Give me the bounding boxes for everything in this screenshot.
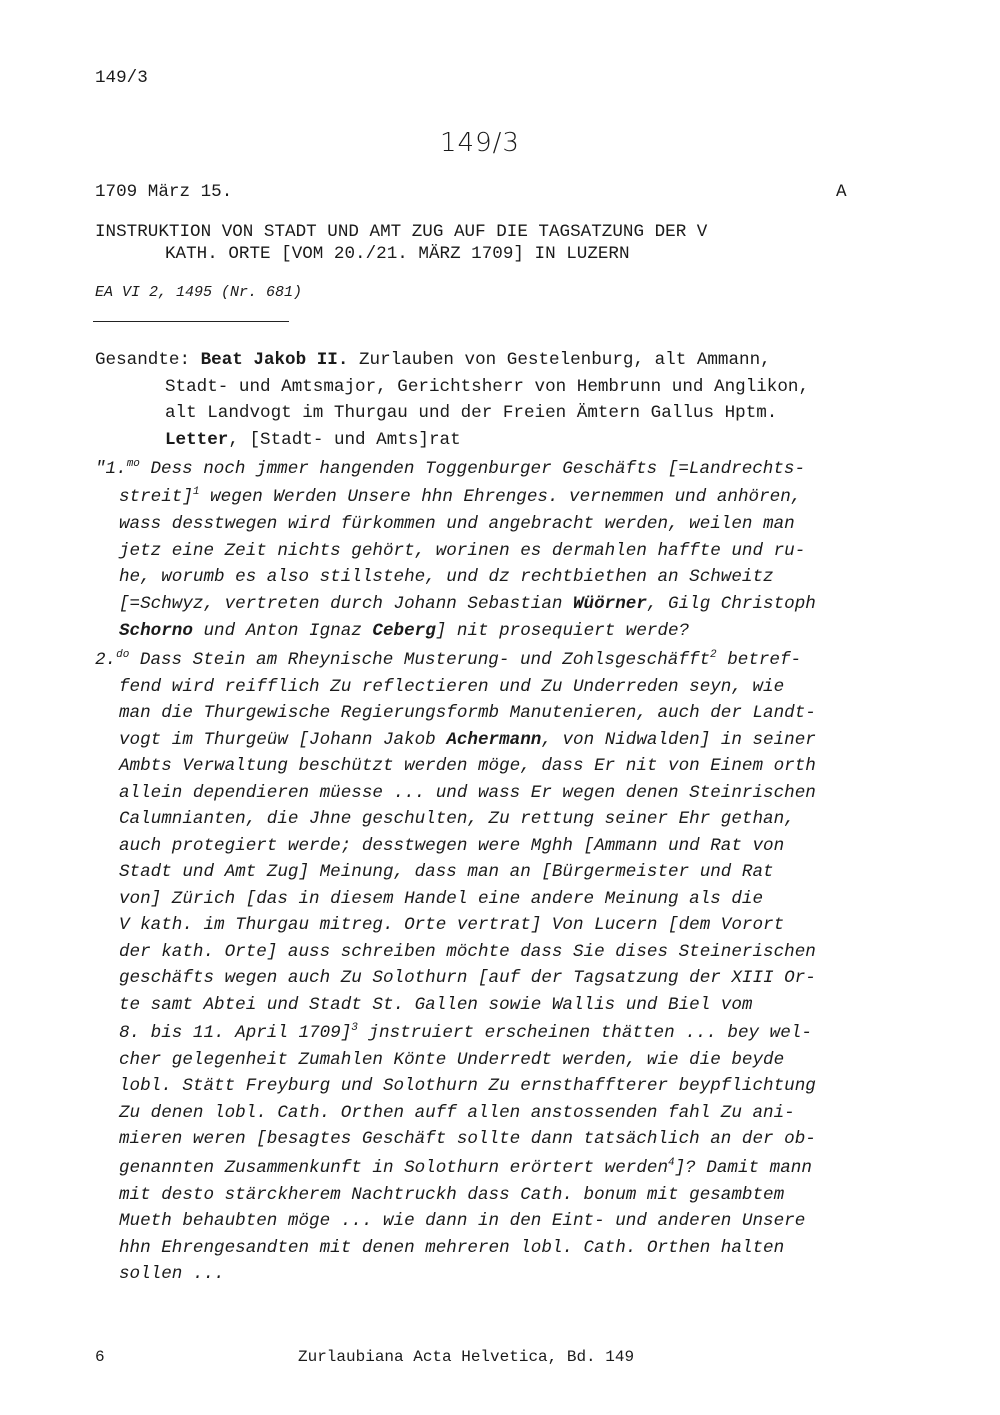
item2-line: lobl. Stätt Freyburg und Solothurn Zu ernsthaffterer beypflichtung: [119, 1076, 816, 1096]
item2-text: Dass Stein am Rheynische Musterung- und Zohlsgeschäfft: [129, 650, 711, 670]
item1-ordinal: mo: [126, 458, 140, 471]
footnote-ref-1[interactable]: 1: [192, 486, 200, 499]
item2-text: 8. bis 11. April 1709]: [119, 1023, 352, 1043]
footnote-ref-3[interactable]: 3: [351, 1022, 358, 1035]
person-name: Wüörner: [573, 594, 647, 614]
item2-line: fend wird reifflich Zu reflectieren und Zu Underreden seyn, wie: [119, 677, 785, 697]
item2-line: Calumnianten, die Jhne geschulten, Zu rettung seiner Ehr gethan,: [119, 809, 795, 829]
gesandte-line-2: Stadt- und Amtsmajor, Gerichtsherr von Hembrunn und Anglikon,: [165, 377, 810, 397]
item1-line: [119, 591, 816, 617]
footer-page-number: 6: [95, 1348, 105, 1366]
item1-line: [95, 456, 805, 482]
item1-text: , Gilg Christoph: [646, 594, 816, 614]
item2-text: vogt im Thurgeüw [Johann Jakob: [119, 730, 447, 750]
item2-text: genannten Zusammenkunft in Solothurn erörtert werden: [119, 1158, 669, 1178]
item2-line: von] Zürich [das in diesem Handel eine andere Meinung als die: [119, 889, 764, 909]
item2-line: sollen ...: [119, 1264, 225, 1284]
document-title-line-1: INSTRUKTION VON STADT UND AMT ZUG AUF DIE TAGSATZUNG DER V: [95, 222, 708, 242]
item2-number: 2.: [95, 650, 117, 670]
item2-line: Stadt und Amt Zug] Meinung, dass man an [Bürgermeister und Rat: [119, 862, 774, 882]
footnote-ref-2[interactable]: 2: [710, 649, 717, 662]
item2-line: der kath. Orte] auss schreiben möchte dass Sie dises Steinerischen: [119, 942, 816, 962]
footer-publication-title: Zurlaubiana Acta Helvetica, Bd. 149: [298, 1348, 635, 1366]
person-name: Ceberg: [372, 621, 436, 641]
document-marker: A: [836, 182, 847, 202]
running-header-number: 149/3: [95, 68, 148, 88]
item1-line: [119, 484, 801, 510]
gesandte-label: Gesandte:: [95, 350, 201, 370]
item2-line: te samt Abtei und Stadt St. Gallen sowie Wallis und Biel vom: [119, 995, 753, 1015]
item2-text: jnstruiert erscheinen thätten ... bey wel-: [357, 1023, 812, 1043]
item1-line: wass desstwegen wird fürkommen und angebracht werden, weilen man: [119, 514, 795, 534]
item2-line: allein dependieren müesse ... und wass Er wegen denen Steinrischen: [119, 783, 816, 803]
item1-number: "1.: [95, 459, 127, 479]
item2-text: betref-: [716, 650, 802, 670]
item1-text: und Anton Ignaz: [192, 621, 373, 641]
item2-ordinal: do: [116, 649, 130, 662]
gesandte-line-3: alt Landvogt im Thurgau und der Freien Ämtern Gallus Hptm.: [165, 403, 778, 423]
item2-text: , von Nidwalden] in seiner: [541, 730, 816, 750]
item1-text: streit]: [119, 487, 193, 507]
item1-text: [=Schwyz, vertreten durch Johann Sebastian: [119, 594, 573, 614]
gesandte-line-1-text: Zurlauben von Gestelenburg, alt Ammann,: [348, 350, 771, 370]
gesandte-letter: Letter: [165, 430, 229, 450]
item2-line: man die Thurgewische Regierungsformb Manutenieren, auch der Landt-: [119, 703, 816, 723]
item1-line: he, worumb es also stillstehe, und dz rechtbiethen an Schweitz: [119, 567, 774, 587]
item1-line: jetz eine Zeit nichts gehört, worinen es dermahlen haffte und ru-: [119, 541, 806, 561]
item2-line: mit desto stärckherem Nachtruckh dass Cath. bonum mit gesambtem: [119, 1185, 785, 1205]
item1-text: wegen Werden Unsere hhn Ehrenges. vernemmen und anhören,: [199, 487, 802, 507]
item2-line: mieren weren [besagtes Geschäft sollte dann tatsächlich an der ob-: [119, 1129, 816, 1149]
item2-line: Mueth behaubten möge ... wie dann in den Eint- und anderen Unsere: [119, 1211, 806, 1231]
item2-line: auch protegiert werde; desstwegen were Mghh [Ammann und Rat von: [119, 836, 785, 856]
footnote-ref-4[interactable]: 4: [668, 1157, 675, 1170]
person-name: Schorno: [119, 621, 193, 641]
item2-line: geschäfts wegen auch Zu Solothurn [auf der Tagsatzung der XIII Or-: [119, 968, 816, 988]
item2-line: Zu denen lobl. Cath. Orthen auff allen anstossenden fahl Zu ani-: [119, 1103, 795, 1123]
gesandte-name: Beat Jakob II.: [200, 350, 349, 370]
item2-line: [95, 647, 801, 673]
item2-line: [119, 1155, 812, 1181]
item2-line: cher gelegenheit Zumahlen Könte Underredt werden, wie die beyde: [119, 1050, 785, 1070]
document-title-line-2: KATH. ORTE [VOM 20./21. MÄRZ 1709] IN LUZERN: [165, 244, 630, 264]
gesandte-line-1: [95, 347, 771, 373]
item2-line: [119, 1020, 812, 1046]
gesandte-line-4-text: , [Stadt- und Amts]rat: [228, 430, 461, 450]
separator-rule: [93, 321, 289, 322]
person-name: Achermann: [446, 730, 542, 750]
gesandte-line-4: [165, 427, 461, 453]
document-date: 1709 März 15.: [95, 182, 233, 202]
item2-line: [119, 727, 816, 753]
item2-line: Ambts Verwaltung beschützt werden möge, dass Er nit von Einem orth: [119, 756, 816, 776]
source-reference: EA VI 2, 1495 (Nr. 681): [95, 284, 303, 301]
item2-text: ]? Damit mann: [674, 1158, 812, 1178]
item1-text: Dess noch jmmer hangenden Toggenburger Geschäfts [=Landrechts-: [139, 459, 806, 479]
item1-text: ] nit prosequiert werde?: [435, 621, 690, 641]
document-number-heading: 149/3: [440, 128, 520, 158]
item2-line: V kath. im Thurgau mitreg. Orte vertrat] Von Lucern [dem Vorort: [119, 915, 785, 935]
item1-line: [119, 618, 689, 644]
item2-line: hhn Ehrengesandten mit denen mehreren lobl. Cath. Orthen halten: [119, 1238, 785, 1258]
